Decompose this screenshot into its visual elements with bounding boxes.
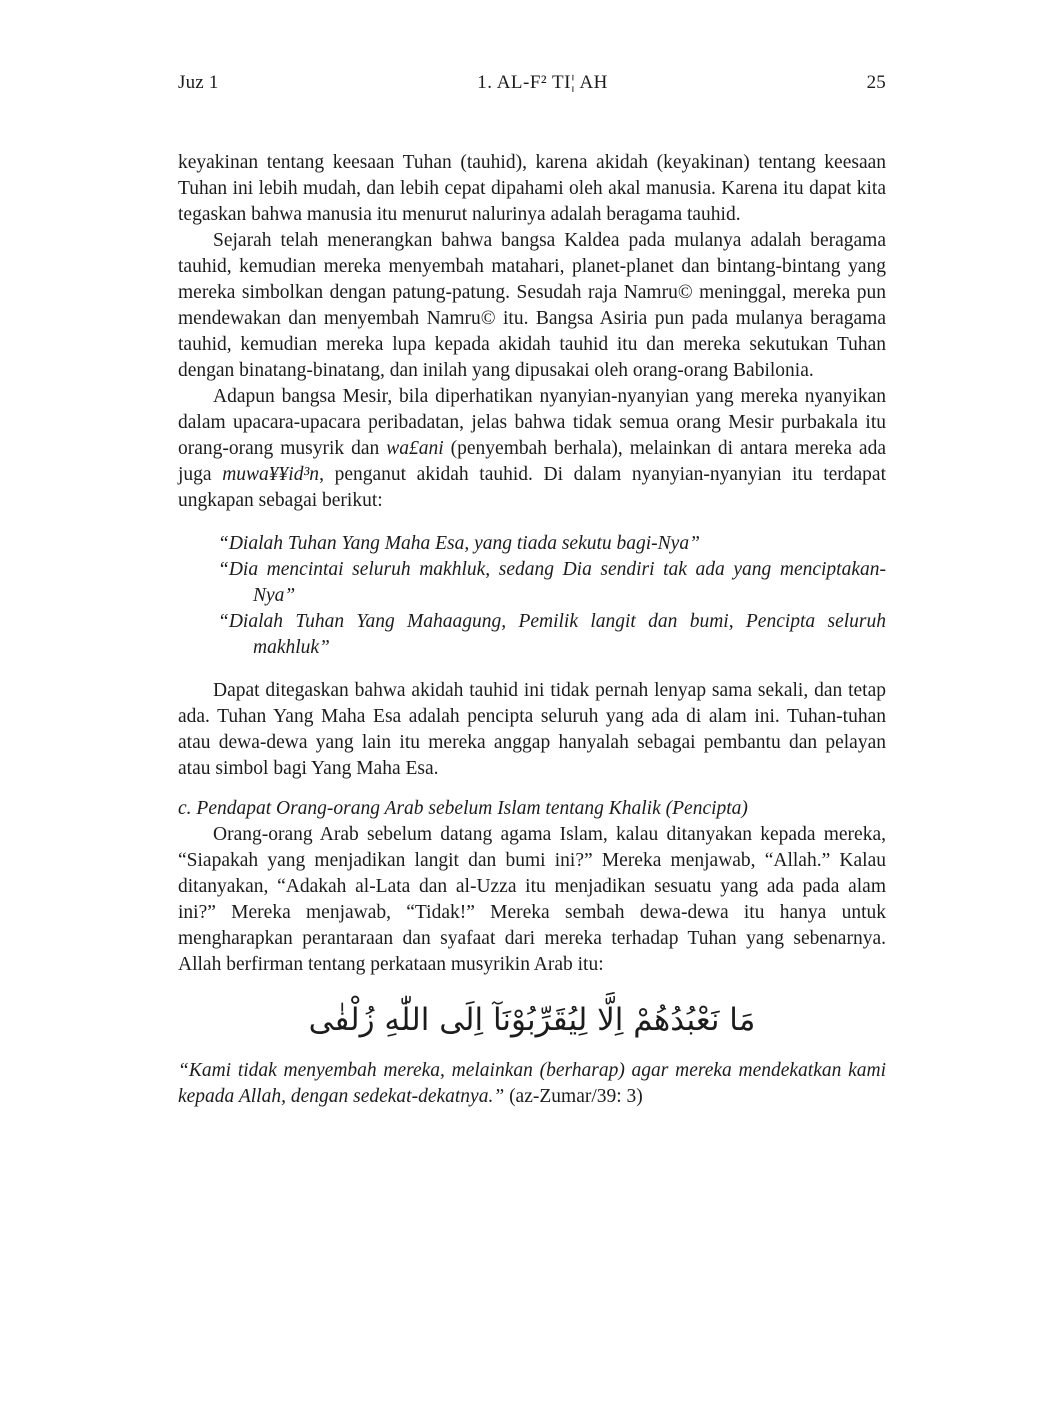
verse-citation: (az-Zumar/39: 3) [504, 1086, 643, 1107]
paragraph-arab-sebelum-islam: Orang-orang Arab sebelum datang agama Islam, kalau ditanyakan kepada mereka, “Siapakah yang menjadikan langit dan bumi ini?” Mereka menjawab, “Allah.” Kalau ditanyakan, “Adakah al-Lata dan al-Uzza itu menjadikan sesuatu yang ada pada alam ini?” Mereka menjawab, “Tidak!” Mereka sembah dewa-dewa itu hanya untuk mengharapkan perantaraan dan syafaat dari mereka terhadap Tuhan yang sebenarnya. Allah berfirman tentang perkataan musyrikin Arab itu: [178, 824, 886, 975]
page-body [0, 150, 1063, 1110]
section-heading-pendapat-arab: c. Pendapat Orang-orang Arab sebelum Islam tentang Khalik (Pencipta) [178, 798, 748, 819]
paragraph-tauhid-intro: keyakinan tentang keesaan Tuhan (tauhid), karena akidah (keyakinan) tentang keesaan Tuhan ini lebih mudah, dan lebih cepat dipahami oleh akal manusia. Karena itu dapat kita tegaskan bahwa manusia itu menurut nalurinya adalah beragama tauhid. [178, 152, 886, 225]
paragraph-tauhid-tetap: Dapat ditegaskan bahwa akidah tauhid ini tidak pernah lenyap sama sekali, dan tetap ada. Tuhan Yang Maha Esa adalah pencipta seluruh yang ada di alam ini. Tuhan-tuhan atau dewa-dewa yang lain itu mereka anggap hanyalah sebagai pembantu dan pelayan atau simbol bagi Yang Maha Esa. [178, 680, 886, 779]
paragraph-mesir-segment-2: (penyembah berhala), melainkan di antara mereka ada juga [178, 438, 886, 485]
hymn-quote-1: “Dialah Tuhan Yang Maha Esa, yang tiada sekutu bagi-Nya” [218, 533, 700, 554]
term-wasani: wa£ani [386, 438, 444, 459]
verse-translation-text: “Kami tidak menyembah mereka, melainkan (berharap) agar mereka mendekatkan kami kepada Allah, dengan sedekat-dekatnya.” [178, 1060, 886, 1107]
hymn-quote-2: “Dia mencintai seluruh makhluk, sedang Dia sendiri tak ada yang menciptakan-Nya” [218, 559, 886, 606]
paragraph-kaldea: Sejarah telah menerangkan bahwa bangsa Kaldea pada mulanya adalah beragama tauhid, kemudian mereka menyembah matahari, planet-planet dan bintang-bintang yang mereka simbolkan dengan patung-patung. Sesudah raja Namru© meninggal, mereka pun mendewakan dan menyembah Namru© itu. Bangsa Asiria pun pada mulanya beragama tauhid, kemudian mereka lupa kepada akidah tauhid itu dan mereka sekutukan Tuhan dengan binatang-binatang, dan inilah yang dipusakai oleh orang-orang Babilonia. [178, 230, 886, 381]
page-number: 25 [866, 72, 886, 93]
surah-title: 1. AL-F² TI¦ AH [477, 72, 608, 93]
juz-label: Juz 1 [178, 72, 219, 93]
paragraph-mesir-segment-1: Adapun bangsa Mesir, bila diperhatikan nyanyian-nyanyian yang mereka nyanyikan dalam upacara-upacara peribadatan, jelas bahwa tidak semua orang Mesir purbakala itu orang-orang musyrik dan [178, 386, 886, 459]
verse-translation [178, 1058, 886, 1110]
hymn-quote-3: “Dialah Tuhan Yang Mahaagung, Pemilik langit dan bumi, Pencipta seluruh makhluk” [218, 611, 886, 658]
paragraph-mesir [178, 384, 886, 514]
term-muwahhidin: muwa¥¥id³n [222, 464, 320, 485]
hymn-quote-block [218, 531, 886, 661]
quran-arabic-verse: مَا نَعْبُدُهُمْ اِلَّا لِيُقَرِّبُوْنَآ اِلَى اللّٰهِ زُلْفٰى [308, 1002, 756, 1038]
paragraph-mesir-segment-3: , penganut akidah tauhid. Di dalam nyanyian-nyanyian itu terdapat ungkapan sebagai berikut: [178, 464, 886, 511]
page-header [0, 0, 1063, 94]
